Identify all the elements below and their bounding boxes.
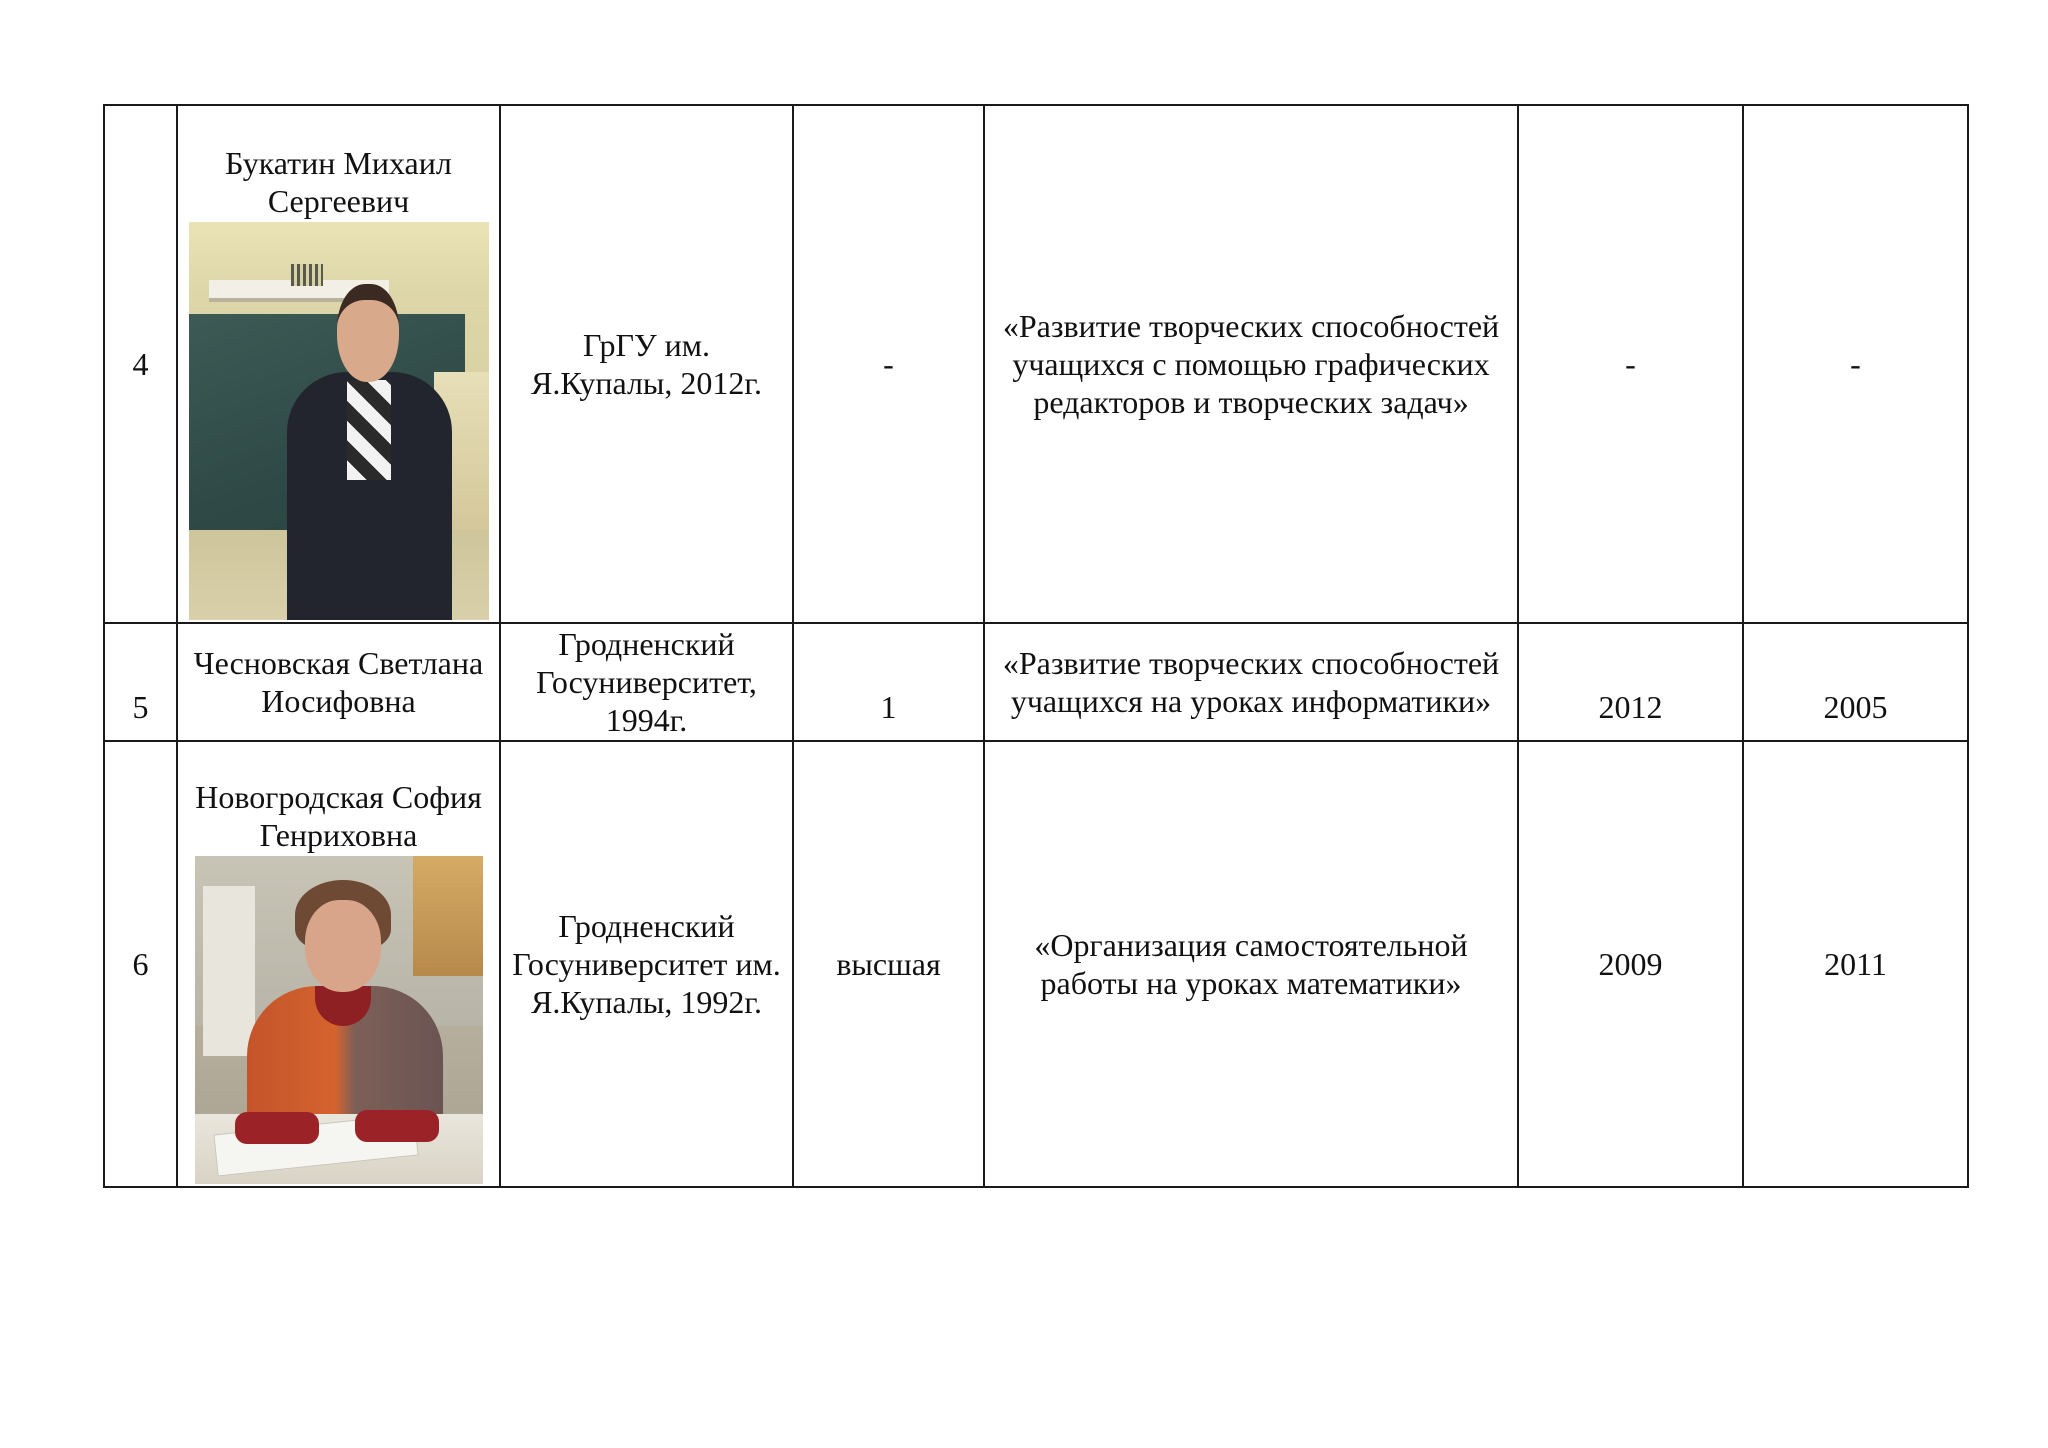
education-cell: Гродненский Госуниверситет, 1994г.	[500, 623, 793, 741]
table-row	[104, 623, 1968, 741]
staff-table	[103, 104, 1969, 1188]
table-row	[104, 741, 1968, 1187]
topic-cell: «Организация самостоятельной работы на уроках математики»	[984, 741, 1518, 1187]
teacher-name: Новогродская София Генриховна	[195, 779, 482, 853]
table-row	[104, 105, 1968, 623]
teacher-cell	[177, 741, 500, 1187]
education-cell: ГрГУ им. Я.Купалы, 2012г.	[500, 105, 793, 623]
education-cell: Гродненский Госуниверситет им. Я.Купалы, 1992г.	[500, 741, 793, 1187]
row-number: 4	[104, 105, 177, 623]
year2-cell: 2011	[1743, 741, 1968, 1187]
teacher-name: Букатин Михаил Сергеевич	[225, 145, 452, 219]
year1-cell: -	[1518, 105, 1743, 623]
category-cell: высшая	[793, 741, 984, 1187]
row-number: 6	[104, 741, 177, 1187]
category-cell: 1	[793, 623, 984, 741]
category-cell: -	[793, 105, 984, 623]
year1-cell: 2009	[1518, 741, 1743, 1187]
year2-cell: 2005	[1743, 623, 1968, 741]
year1-cell: 2012	[1518, 623, 1743, 741]
teacher-name: Чесновская Светлана Иосифовна	[177, 623, 500, 741]
year2-cell: -	[1743, 105, 1968, 623]
teacher-photo	[195, 856, 483, 1184]
teacher-photo	[189, 222, 489, 620]
topic-cell: «Развитие творческих способностей учащихся с помощью графических редакторов и творческих задач»	[984, 105, 1518, 623]
teacher-cell	[177, 105, 500, 623]
row-number: 5	[104, 623, 177, 741]
topic-cell: «Развитие творческих способностей учащихся на уроках информатики»	[984, 623, 1518, 741]
